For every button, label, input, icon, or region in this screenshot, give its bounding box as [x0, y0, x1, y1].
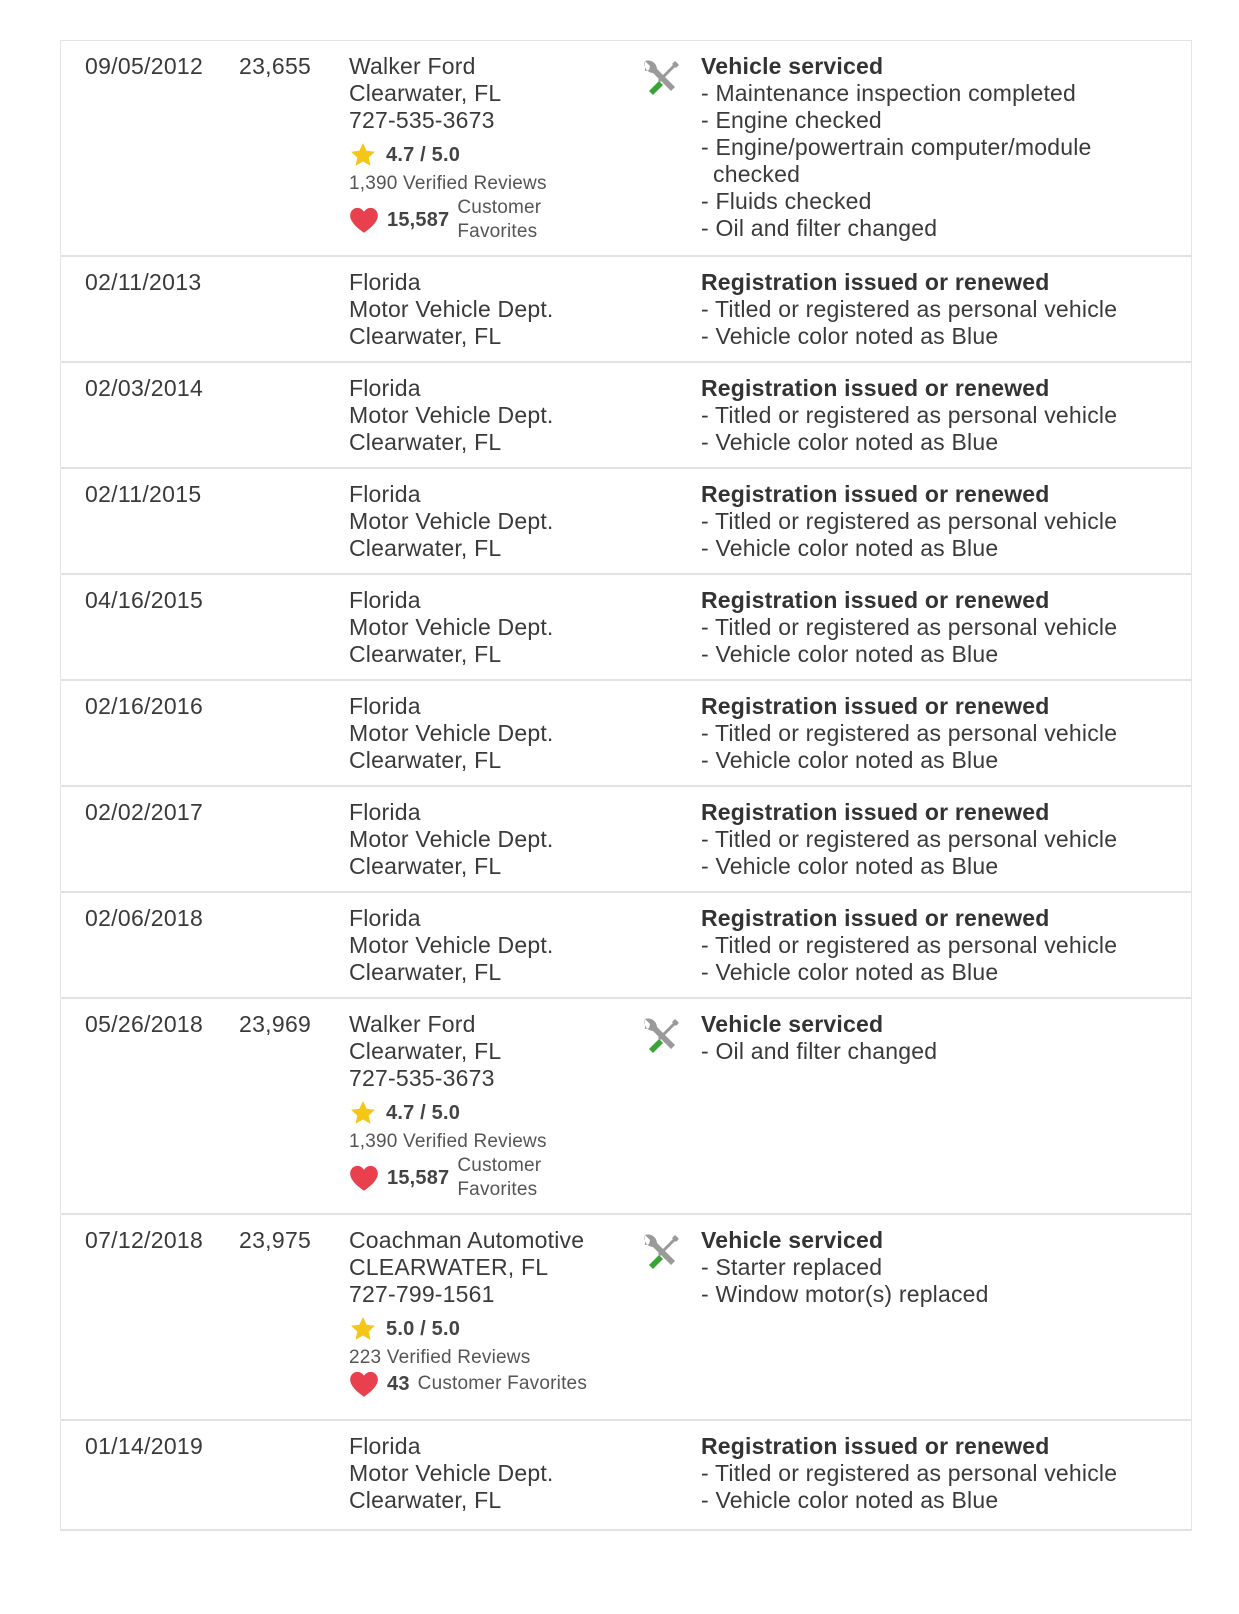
detail-item: - Titled or registered as personal vehicle — [701, 720, 1118, 746]
rating — [349, 141, 547, 169]
favorites-label-line: Favorites — [457, 221, 538, 242]
record-date: 02/02/2017 — [85, 799, 204, 825]
source-line: Motor Vehicle Dept. — [349, 614, 554, 640]
detail-item: - Fluids checked — [701, 188, 872, 214]
rating — [349, 1315, 587, 1343]
record-source — [349, 269, 554, 350]
heart-icon — [349, 206, 379, 234]
source-line: Clearwater, FL — [349, 1038, 502, 1064]
review-count: 223 Verified Reviews — [349, 1347, 531, 1368]
odometer-reading: 23,655 — [239, 53, 312, 79]
history-row — [61, 41, 1191, 257]
record-heading: Registration issued or renewed — [701, 269, 1050, 295]
detail-item: - Vehicle color noted as Blue — [701, 535, 999, 561]
source-line: Motor Vehicle Dept. — [349, 1460, 554, 1486]
source-line: Clearwater, FL — [349, 429, 502, 455]
source-line: Motor Vehicle Dept. — [349, 402, 554, 428]
record-source — [349, 375, 554, 456]
record-detail — [701, 1011, 1171, 1065]
wrench-screwdriver-icon — [639, 57, 683, 101]
detail-item: - Titled or registered as personal vehicle — [701, 402, 1118, 428]
record-heading: Registration issued or renewed — [701, 799, 1050, 825]
source-line: CLEARWATER, FL — [349, 1254, 549, 1280]
history-row — [61, 575, 1191, 681]
history-row — [61, 1215, 1191, 1421]
record-source — [349, 693, 554, 774]
record-detail — [701, 375, 1171, 456]
detail-item: - Vehicle color noted as Blue — [701, 323, 999, 349]
record-date: 09/05/2012 — [85, 53, 204, 79]
record-date: 02/16/2016 — [85, 693, 204, 719]
history-row — [61, 257, 1191, 363]
source-line: Clearwater, FL — [349, 535, 502, 561]
history-row — [61, 681, 1191, 787]
record-source — [349, 1011, 547, 1202]
history-row — [61, 469, 1191, 575]
record-heading: Registration issued or renewed — [701, 481, 1050, 507]
detail-item: - Engine/powertrain computer/module checked — [701, 134, 1092, 187]
detail-item: - Starter replaced — [701, 1254, 883, 1280]
record-heading: Registration issued or renewed — [701, 905, 1050, 931]
favorites-count: 43 — [387, 1372, 410, 1395]
record-source — [349, 905, 554, 986]
source-line: Coachman Automotive — [349, 1227, 585, 1253]
source-line: Motor Vehicle Dept. — [349, 720, 554, 746]
odometer-reading: 23,975 — [239, 1227, 312, 1253]
record-date: 02/11/2013 — [85, 269, 202, 295]
rating-value: 5.0 / 5.0 — [386, 1317, 461, 1340]
record-date: 05/26/2018 — [85, 1011, 204, 1037]
source-line: Motor Vehicle Dept. — [349, 296, 554, 322]
favorites-label — [418, 1372, 587, 1396]
record-heading: Registration issued or renewed — [701, 375, 1050, 401]
favorites-label-line: Customer — [457, 197, 542, 218]
detail-item: - Vehicle color noted as Blue — [701, 747, 999, 773]
source-line: Clearwater, FL — [349, 323, 502, 349]
record-detail — [701, 1433, 1171, 1514]
source-line: Clearwater, FL — [349, 853, 502, 879]
record-source — [349, 1227, 587, 1398]
history-row — [61, 363, 1191, 469]
history-row — [61, 999, 1191, 1215]
source-line: Clearwater, FL — [349, 80, 502, 106]
record-detail — [701, 587, 1171, 668]
source-line: Florida — [349, 269, 421, 295]
wrench-screwdriver-icon — [639, 1015, 683, 1059]
record-heading: Registration issued or renewed — [701, 587, 1050, 613]
record-source — [349, 1433, 554, 1514]
review-count: 1,390 Verified Reviews — [349, 173, 547, 194]
detail-item: - Maintenance inspection completed — [701, 80, 1077, 106]
record-source — [349, 481, 554, 562]
record-date: 02/03/2014 — [85, 375, 204, 401]
detail-item: - Vehicle color noted as Blue — [701, 641, 999, 667]
wrench-screwdriver-icon — [639, 1231, 683, 1275]
history-row — [61, 893, 1191, 999]
review-count: 1,390 Verified Reviews — [349, 1131, 547, 1152]
history-row — [61, 787, 1191, 893]
record-date: 01/14/2019 — [85, 1433, 204, 1459]
favorites-label-line: Customer Favorites — [417, 1373, 588, 1394]
record-source — [349, 799, 554, 880]
record-date: 02/06/2018 — [85, 905, 204, 931]
detail-item: - Engine checked — [701, 107, 882, 133]
detail-item: - Oil and filter changed — [701, 1038, 938, 1064]
rating-value: 4.7 / 5.0 — [386, 1101, 461, 1124]
source-line: Clearwater, FL — [349, 641, 502, 667]
source-line: Motor Vehicle Dept. — [349, 508, 554, 534]
detail-item: - Titled or registered as personal vehicle — [701, 296, 1118, 322]
favorites-label-line: Favorites — [457, 1179, 538, 1200]
source-line: Florida — [349, 375, 421, 401]
source-line: Florida — [349, 693, 421, 719]
record-heading: Registration issued or renewed — [701, 1433, 1050, 1459]
record-detail — [701, 693, 1171, 774]
source-line: Clearwater, FL — [349, 959, 502, 985]
source-line: Florida — [349, 1433, 421, 1459]
detail-item: - Oil and filter changed — [701, 215, 938, 241]
rating — [349, 1099, 547, 1127]
star-icon — [349, 1099, 377, 1127]
record-date: 04/16/2015 — [85, 587, 204, 613]
heart-icon — [349, 1370, 379, 1398]
source-line: 727-799-1561 — [349, 1281, 495, 1307]
record-detail — [701, 269, 1171, 350]
detail-item: - Window motor(s) replaced — [701, 1281, 989, 1307]
source-line: Florida — [349, 587, 421, 613]
detail-item: - Titled or registered as personal vehicle — [701, 1460, 1118, 1486]
record-detail — [701, 799, 1171, 880]
record-date: 02/11/2015 — [85, 481, 202, 507]
source-line: Clearwater, FL — [349, 1487, 502, 1513]
record-date: 07/12/2018 — [85, 1227, 204, 1253]
vehicle-history-table — [60, 40, 1192, 1531]
source-line: Florida — [349, 481, 421, 507]
favorites-count: 15,587 — [387, 1166, 450, 1189]
source-line: Florida — [349, 799, 421, 825]
record-heading: Vehicle serviced — [701, 1227, 884, 1253]
record-heading: Registration issued or renewed — [701, 693, 1050, 719]
record-detail — [701, 905, 1171, 986]
heart-icon — [349, 1164, 379, 1192]
detail-item: - Vehicle color noted as Blue — [701, 959, 999, 985]
favorites-label — [457, 196, 541, 244]
odometer-reading: 23,969 — [239, 1011, 312, 1037]
record-detail — [701, 481, 1171, 562]
source-line: Florida — [349, 905, 421, 931]
rating-value: 4.7 / 5.0 — [386, 143, 461, 166]
source-line: 727-535-3673 — [349, 1065, 495, 1091]
source-line: Motor Vehicle Dept. — [349, 826, 554, 852]
detail-item: - Titled or registered as personal vehicle — [701, 508, 1118, 534]
record-source — [349, 587, 554, 668]
customer-favorites — [349, 1154, 547, 1202]
source-line: Walker Ford — [349, 1011, 476, 1037]
detail-item: - Vehicle color noted as Blue — [701, 429, 999, 455]
star-icon — [349, 141, 377, 169]
favorites-label-line: Customer — [457, 1155, 542, 1176]
record-detail — [701, 53, 1171, 242]
customer-favorites — [349, 1370, 587, 1398]
star-icon — [349, 1315, 377, 1343]
detail-item: - Vehicle color noted as Blue — [701, 1487, 999, 1513]
favorites-count: 15,587 — [387, 208, 450, 231]
source-line: Walker Ford — [349, 53, 476, 79]
record-heading: Vehicle serviced — [701, 53, 884, 79]
source-line: Clearwater, FL — [349, 747, 502, 773]
history-row — [61, 1421, 1191, 1531]
customer-favorites — [349, 196, 547, 244]
record-heading: Vehicle serviced — [701, 1011, 884, 1037]
source-line: Motor Vehicle Dept. — [349, 932, 554, 958]
record-detail — [701, 1227, 1171, 1308]
source-line: 727-535-3673 — [349, 107, 495, 133]
detail-item: - Vehicle color noted as Blue — [701, 853, 999, 879]
detail-item: - Titled or registered as personal vehicle — [701, 826, 1118, 852]
detail-item: - Titled or registered as personal vehicle — [701, 614, 1118, 640]
record-source — [349, 53, 547, 244]
detail-item: - Titled or registered as personal vehicle — [701, 932, 1118, 958]
favorites-label — [457, 1154, 541, 1202]
